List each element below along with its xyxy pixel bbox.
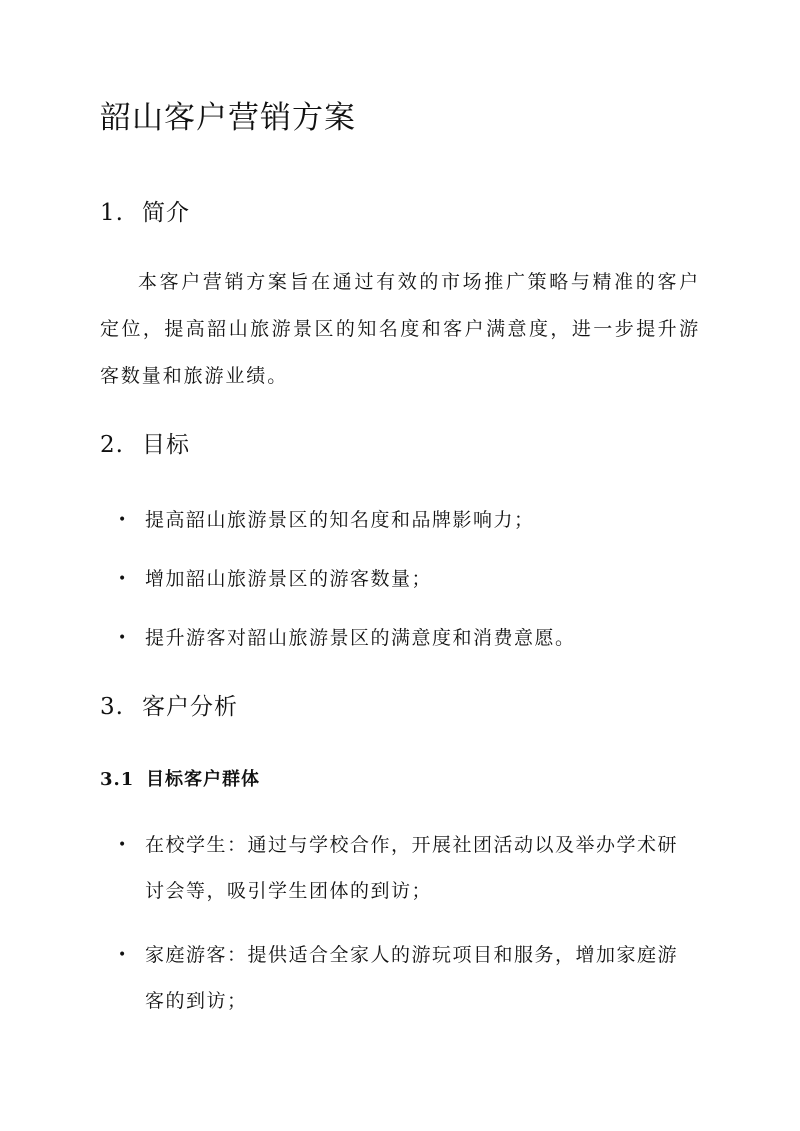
section-heading-intro (100, 196, 190, 230)
bullet-icon: • (118, 512, 128, 528)
list-item (118, 615, 698, 661)
bullet-icon: • (118, 571, 128, 587)
section-heading-goals (100, 428, 190, 462)
list-item (118, 822, 698, 914)
list-item (118, 497, 698, 543)
list-item-text: 提升游客对韶山旅游景区的满意度和消费意愿。 (145, 627, 576, 649)
subsection-number: 3.1 (100, 769, 135, 790)
list-item (118, 556, 698, 602)
bullet-icon: • (118, 630, 128, 646)
section-heading-customer-analysis (100, 690, 238, 724)
list-item-text: 增加韶山旅游景区的游客数量； (145, 568, 433, 590)
section-title: 客户分析 (142, 694, 238, 720)
section-title: 目标 (142, 432, 190, 458)
section-number: 3. (100, 694, 124, 720)
section-number: 1. (100, 200, 124, 226)
section-number: 2. (100, 432, 124, 458)
list-item (118, 932, 698, 1024)
intro-paragraph: 本客户营销方案旨在通过有效的市场推广策略与精准的客户定位，提高韶山旅游景区的知名度和客户满意度，进一步提升游客数量和旅游业绩。 (100, 271, 700, 387)
list-item-text: 在校学生：通过与学校合作，开展社团活动以及举办学术研讨会等，吸引学生团体的到访； (145, 834, 679, 902)
document-title: 韶山客户营销方案 (100, 100, 356, 136)
bullet-icon: • (118, 947, 128, 963)
bullet-icon: • (118, 837, 128, 853)
section-title: 简介 (142, 200, 190, 226)
list-item-text: 家庭游客：提供适合全家人的游玩项目和服务，增加家庭游客的到访； (145, 944, 679, 1012)
list-item-text: 提高韶山旅游景区的知名度和品牌影响力； (145, 509, 535, 531)
subsection-title: 目标客户群体 (146, 769, 260, 790)
subsection-heading-target-customers (100, 766, 260, 794)
